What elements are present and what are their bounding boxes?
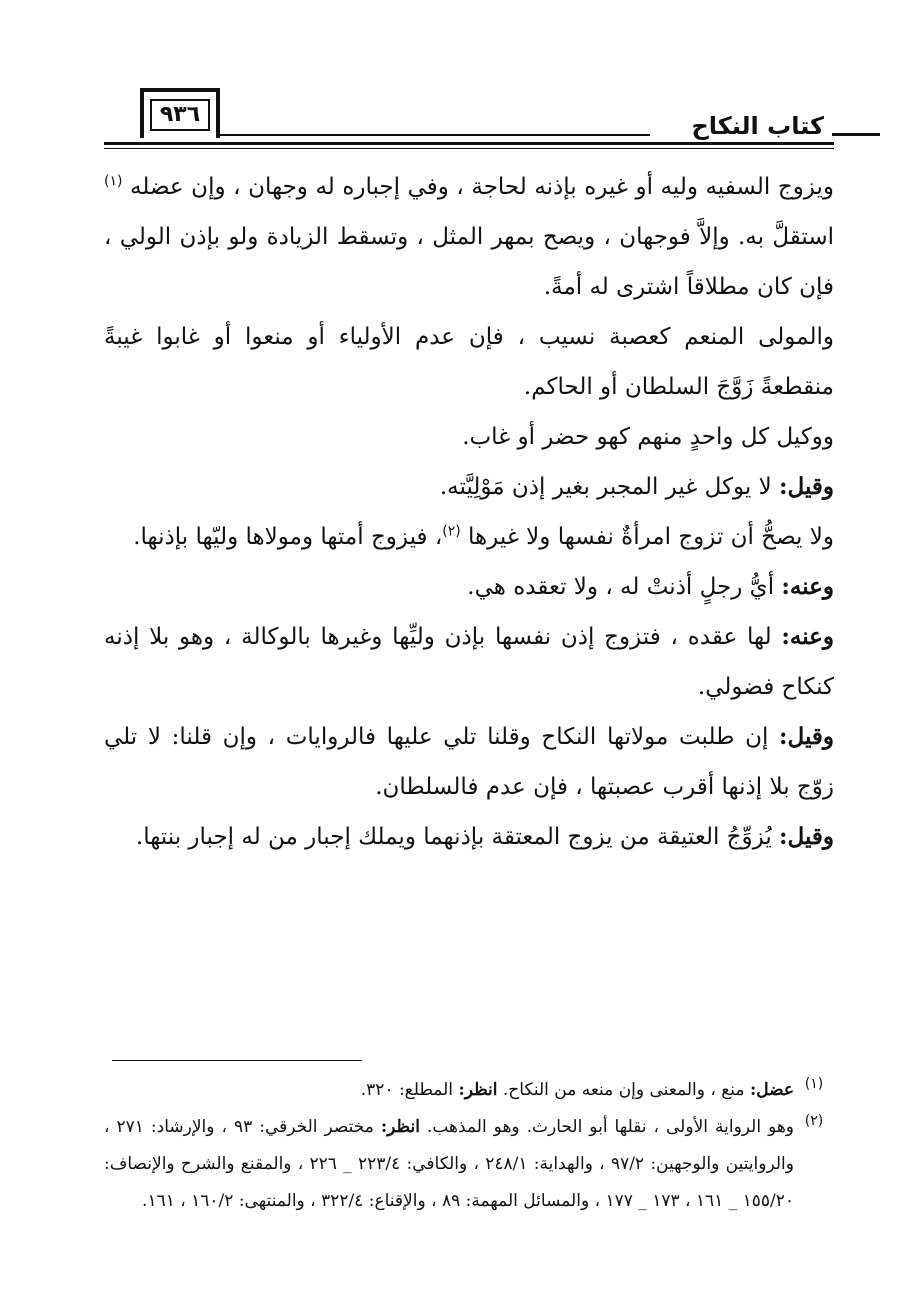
paragraph: وعنه: أيُّ رجلٍ أذنتْ له ، ولا تعقده هي. <box>467 573 834 600</box>
footnote-lead: عضل: <box>749 1080 794 1100</box>
title-underline <box>220 134 650 136</box>
footnotes <box>104 1072 834 1220</box>
header-rule-thick <box>104 142 834 145</box>
paragraph: ويزوج السفيه وليه أو غيره بإذنه لحاجة ، وفي إجباره له وجهان ، وإن عضله $^{(١)}$ استقلَّ به. وإلاَّ فوجهان ، ويصح بمهر المثل ، وتسقط الزيادة ولو بإذن الولي ، فإن كان مطلاقاً اشترى له أمةً. <box>104 173 834 300</box>
page-number: ٩٣٦ <box>150 99 210 131</box>
footnote-ref: (٢) <box>442 523 461 540</box>
footnote-separator <box>112 1060 362 1061</box>
lead-word: وعنه: <box>781 623 834 650</box>
paragraph: وقيل: إن طلبت مولاتها النكاح وقلنا تلي عليها فالروايات ، وإن قلنا: لا تلي زوّج بلا إذنها أقرب عصبتها ، فإن عدم فالسلطان. <box>104 723 834 800</box>
lead-word: وقيل: <box>779 723 834 750</box>
body-text <box>104 162 834 862</box>
paragraph: ولا يصحُّ أن تزوج امرأةٌ نفسها ولا غيرها $^{(٢)}$، فيزوج أمتها ومولاها وليّها بإذنها. <box>133 523 834 550</box>
footnote-lead: انظر: <box>380 1117 420 1137</box>
title-dash <box>832 133 880 136</box>
page-number-box <box>140 88 220 138</box>
footnote-ref: (١) <box>104 173 123 190</box>
lead-word: وعنه: <box>781 573 834 600</box>
paragraph: وقيل: لا يوكل غير المجبر بغير إذن مَوْلِيَّته. <box>439 473 834 500</box>
footnote: (١) عضل: منع ، والمعنى وإن منعه من النكاح. انظر: المطلع: ٣٢٠. <box>104 1072 834 1109</box>
lead-word: وقيل: <box>779 823 834 850</box>
footnote-marker: (١) <box>804 1076 824 1092</box>
running-title: كتاب النكاح <box>691 112 824 140</box>
lead-word: وقيل: <box>779 473 834 500</box>
footnote-lead: انظر: <box>458 1080 498 1100</box>
footnote-marker: (٢) <box>804 1113 824 1129</box>
paragraph: وعنه: لها عقده ، فتزوج إذن نفسها بإذن وليِّها وغيرها بالوكالة ، وهو بلا إذنه كنكاح فضولي. <box>104 623 834 700</box>
paragraph: ووكيل كل واحدٍ منهم كهو حضر أو غاب. <box>462 424 834 450</box>
paragraph: والمولى المنعم كعصبة نسيب ، فإن عدم الأولياء أو منعوا أو غابوا غيبةً منقطعةً زَوَّجَ السلطان أو الحاكم. <box>104 324 834 400</box>
paragraph: وقيل: يُزوِّجُ العتيقة من يزوج المعتقة بإذنهما ويملك إجبار من له إجبار بنتها. <box>135 823 834 850</box>
header-rule-thin <box>104 148 834 149</box>
footnote: (٢) وهو الرواية الأولى ، نقلها أبو الحارث. وهو المذهب. انظر: مختصر الخرقي: ٩٣ ، والإرشاد: ٢٧١ ، والروايتين والوجهين: ٩٧/٢ ، والهداية: ٢٤٨/١ ، والكافي: ٢٢٣/٤ _ ٢٢٦ ، والمقنع والشرح والإنصاف: ١٥٥/٢٠ _ ١٦١ ، ١٧٣ _ ١٧٧ ، والمسائل المهمة: ٨٩ ، والإقناع: ٣٢٢/٤ ، والمنتهى: ١٦٠/٢ ، ١٦١. <box>104 1109 834 1220</box>
